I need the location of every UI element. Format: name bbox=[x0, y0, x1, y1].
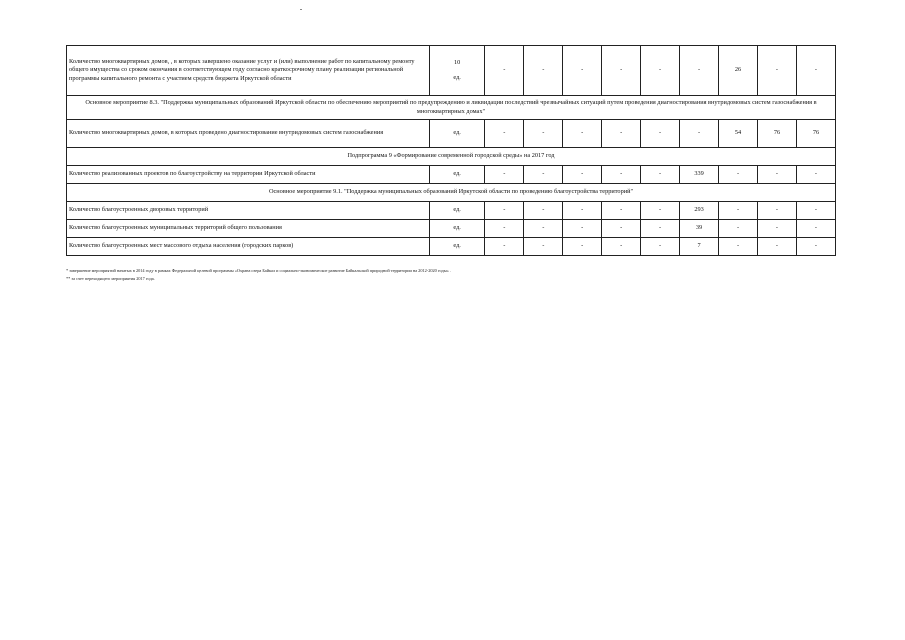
indicator-name: Количество многоквартирных домов, в которых проведено диагностирование внутридомовых систем газоснабжения bbox=[67, 120, 430, 148]
value-cell: - bbox=[796, 202, 835, 220]
unit-label: ед. bbox=[429, 202, 484, 220]
section-heading: Основное мероприятие 9.1. "Поддержка муниципальных образований Иркутской области по проведению благоустройства территорий" bbox=[67, 184, 836, 202]
value-cell: 7 bbox=[680, 238, 719, 256]
unit-label: ед. bbox=[429, 220, 484, 238]
value-cell: - bbox=[563, 120, 602, 148]
indicators-table bbox=[66, 45, 836, 256]
value-cell: - bbox=[485, 238, 524, 256]
scan-speck bbox=[300, 9, 302, 10]
indicator-name: Количество благоустроенных муниципальных территорий общего пользования bbox=[67, 220, 430, 238]
value-cell: - bbox=[602, 238, 641, 256]
value-cell: 26 bbox=[719, 46, 758, 96]
table-row bbox=[67, 46, 836, 96]
value-cell: - bbox=[524, 46, 563, 96]
value-cell: - bbox=[641, 46, 680, 96]
indicator-name: Количество многоквартирных домов, , в которых завершено оказание услуг и (или) выполнение работ по капитальному ремонту общего имущества со сроком окончания в соответствующем году согласно краткосрочному плану реализации региональной программы капитального ремонта с участием средств бюджета Иркутской области bbox=[67, 46, 430, 96]
value-cell: 293 bbox=[680, 202, 719, 220]
unit-label: ед. bbox=[453, 73, 461, 81]
unit-label: ед. bbox=[429, 166, 484, 184]
value-cell: - bbox=[719, 220, 758, 238]
value-cell: - bbox=[563, 238, 602, 256]
value-cell: - bbox=[524, 166, 563, 184]
value-cell: - bbox=[719, 202, 758, 220]
value-cell: - bbox=[485, 202, 524, 220]
value-cell: - bbox=[602, 202, 641, 220]
value-cell: - bbox=[602, 220, 641, 238]
section-row bbox=[67, 184, 836, 202]
value-cell: - bbox=[680, 46, 719, 96]
value-cell: - bbox=[485, 120, 524, 148]
value-cell: - bbox=[641, 238, 680, 256]
value-cell: - bbox=[796, 46, 835, 96]
value-cell: 76 bbox=[757, 120, 796, 148]
footnotes bbox=[66, 267, 826, 283]
value-cell: 54 bbox=[719, 120, 758, 148]
value-cell: - bbox=[641, 120, 680, 148]
value-cell: - bbox=[563, 202, 602, 220]
value-cell: - bbox=[757, 166, 796, 184]
value-cell: 76 bbox=[796, 120, 835, 148]
value-cell: - bbox=[757, 202, 796, 220]
value-cell: - bbox=[563, 220, 602, 238]
section-row bbox=[67, 148, 836, 166]
footnote: ** за счет переходящего мероприятия 2017 года. bbox=[66, 276, 155, 282]
value-cell: - bbox=[485, 46, 524, 96]
value-cell: - bbox=[680, 120, 719, 148]
indicator-name: Количество реализованных проектов по благоустройству на территории Иркутской области bbox=[67, 166, 430, 184]
value-cell: - bbox=[602, 120, 641, 148]
indicator-name: Количество благоустроенных дворовых территорий bbox=[67, 202, 430, 220]
value-cell: - bbox=[757, 220, 796, 238]
table-row bbox=[67, 120, 836, 148]
section-heading: Основное мероприятие 8.3. "Поддержка муниципальных образований Иркутской области по обеспечению мероприятий по предупреждению и ликвидации последствий чрезвычайных ситуаций путем проведения диагностирования внутридомовых систем газоснабжения в многоквартирных домах" bbox=[67, 96, 836, 120]
unit-label: ед. bbox=[429, 120, 484, 148]
value-cell: - bbox=[485, 220, 524, 238]
table-row bbox=[67, 220, 836, 238]
indicator-name: Количество благоустроенных мест массового отдыха населения (городских парков) bbox=[67, 238, 430, 256]
value-cell: - bbox=[719, 238, 758, 256]
value-cell: - bbox=[485, 166, 524, 184]
table-row bbox=[67, 202, 836, 220]
value-cell: - bbox=[796, 166, 835, 184]
section-heading: Подпрограмма 9 «Формирование современной городской среды» на 2017 год bbox=[67, 148, 836, 166]
value-cell: - bbox=[524, 238, 563, 256]
value-cell: - bbox=[641, 202, 680, 220]
value-cell: - bbox=[602, 166, 641, 184]
value-cell: 339 bbox=[680, 166, 719, 184]
value-cell: - bbox=[524, 202, 563, 220]
table-row bbox=[67, 238, 836, 256]
unit-label: ед. bbox=[429, 238, 484, 256]
value-cell: - bbox=[641, 166, 680, 184]
unit-prefix: 10 bbox=[453, 59, 461, 67]
unit-cell bbox=[429, 46, 484, 96]
value-cell: - bbox=[602, 46, 641, 96]
value-cell: - bbox=[796, 220, 835, 238]
value-cell: - bbox=[563, 46, 602, 96]
value-cell: - bbox=[524, 120, 563, 148]
value-cell: - bbox=[563, 166, 602, 184]
value-cell: - bbox=[719, 166, 758, 184]
value-cell: - bbox=[757, 46, 796, 96]
table-row bbox=[67, 166, 836, 184]
value-cell: - bbox=[641, 220, 680, 238]
footnote: * завершение мероприятий начатых в 2014 году в рамках Федеральной целевой программы «Охрана озера Байкал и социально-экономическое развитие Байкальской природной территории на 2012-2020 годы» . bbox=[66, 268, 451, 273]
value-cell: - bbox=[524, 220, 563, 238]
value-cell: - bbox=[757, 238, 796, 256]
section-row bbox=[67, 96, 836, 120]
value-cell: - bbox=[796, 238, 835, 256]
value-cell: 39 bbox=[680, 220, 719, 238]
